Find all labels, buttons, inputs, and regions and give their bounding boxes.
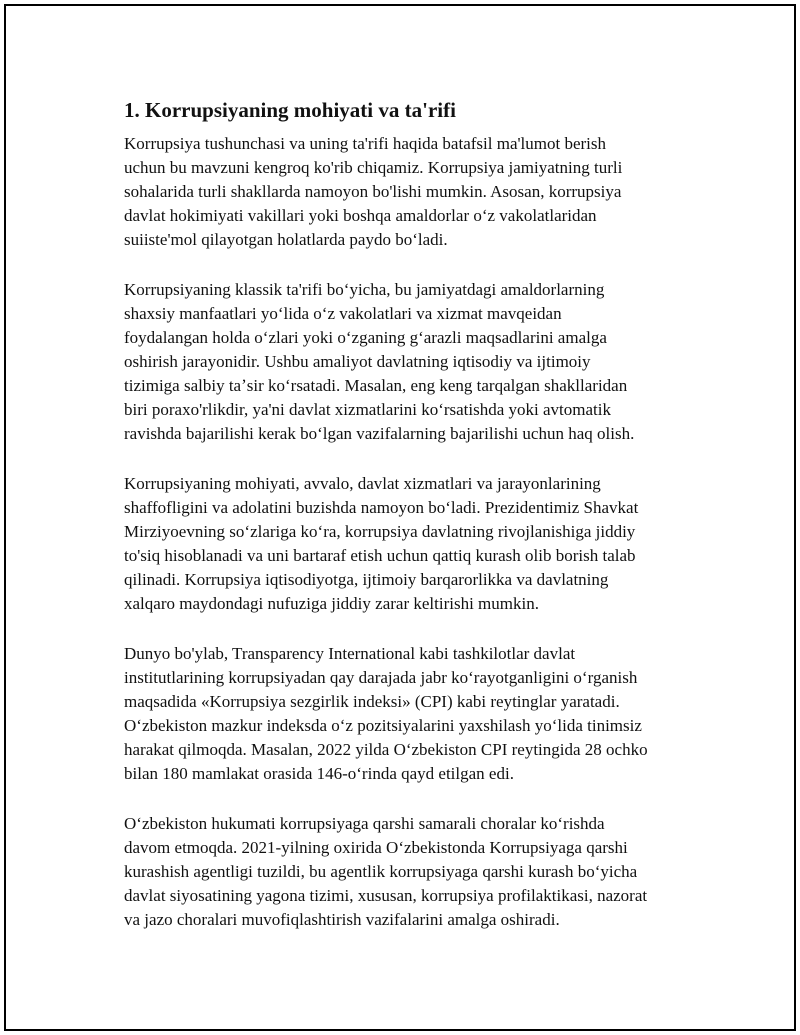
paragraph-4 <box>124 642 696 786</box>
paragraph-line: harakat qilmoqda. Masalan, 2022 yilda Oʻzbekiston CPI reytingida 28 ochko <box>124 740 648 759</box>
paragraph-line: biri poraxo'rlikdir, ya'ni davlat xizmatlarini koʻrsatishda yoki avtomatik <box>124 400 611 419</box>
paragraph-line: qilinadi. Korrupsiya iqtisodiyotga, ijtimoiy barqarorlikka va davlatning <box>124 570 609 589</box>
paragraph-line: to'siq hisoblanadi va uni bartaraf etish uchun qattiq kurash olib borish talab <box>124 546 636 565</box>
paragraph-line: ravishda bajarilishi kerak boʻlgan vazifalarning bajarilishi uchun haq olish. <box>124 424 635 443</box>
paragraph-line: tizimiga salbiy taʼsir koʻrsatadi. Masalan, eng keng tarqalgan shakllaridan <box>124 376 628 395</box>
paragraph-line: xalqaro maydondagi nufuziga jiddiy zarar keltirishi mumkin. <box>124 594 539 613</box>
paragraph-2 <box>124 278 696 446</box>
paragraph-line: uchun bu mavzuni kengroq ko'rib chiqamiz. Korrupsiya jamiyatning turli <box>124 158 623 177</box>
paragraph-line: davlat hokimiyati vakillari yoki boshqa amaldorlar oʻz vakolatlaridan <box>124 206 597 225</box>
paragraph-line: Oʻzbekiston hukumati korrupsiyaga qarshi samarali choralar koʻrishda <box>124 814 605 833</box>
paragraph-line: Korrupsiyaning mohiyati, avvalo, davlat xizmatlari va jarayonlarining <box>124 474 601 493</box>
paragraph-line: davom etmoqda. 2021-yilning oxirida Oʻzbekistonda Korrupsiyaga qarshi <box>124 838 628 857</box>
paragraph-line: davlat siyosatining yagona tizimi, xususan, korrupsiya profilaktikasi, nazorat <box>124 886 648 905</box>
paragraph-line: foydalangan holda oʻzlari yoki oʻzganing gʻarazli maqsadlarini amalga <box>124 328 607 347</box>
page-frame <box>4 4 796 1031</box>
paragraph-3 <box>124 472 696 616</box>
paragraph-line: kurashish agentligi tuzildi, bu agentlik korrupsiyaga qarshi kurash boʻyicha <box>124 862 638 881</box>
paragraph-line: oshirish jarayonidir. Ushbu amaliyot davlatning iqtisodiy va ijtimoiy <box>124 352 591 371</box>
paragraph-line: maqsadida «Korrupsiya sezgirlik indeksi» (CPI) kabi reytinglar yaratadi. <box>124 692 620 711</box>
paragraph-line: shaffofligini va adolatini buzishda namoyon boʻladi. Prezidentimiz Shavkat <box>124 498 639 517</box>
paragraph-line: Korrupsiyaning klassik ta'rifi boʻyicha, bu jamiyatdagi amaldorlarning <box>124 280 605 299</box>
paragraph-line: Dunyo bo'ylab, Transparency International kabi tashkilotlar davlat <box>124 644 576 663</box>
section-heading: 1. Korrupsiyaning mohiyati va ta'rifi <box>124 98 456 122</box>
document-body <box>124 96 696 958</box>
paragraph-line: sohalarida turli shakllarda namoyon bo'lishi mumkin. Asosan, korrupsiya <box>124 182 622 201</box>
paragraph-line: institutlarining korrupsiyadan qay darajada jabr koʻrayotganligini oʻrganish <box>124 668 638 687</box>
paragraph-line: shaxsiy manfaatlari yoʻlida oʻz vakolatlari va xizmat mavqeidan <box>124 304 562 323</box>
paragraph-line: Korrupsiya tushunchasi va uning ta'rifi haqida batafsil ma'lumot berish <box>124 134 607 153</box>
paragraph-line: Oʻzbekiston mazkur indeksda oʻz pozitsiyalarini yaxshilash yoʻlida tinimsiz <box>124 716 642 735</box>
paragraph-5 <box>124 812 696 932</box>
paragraph-line: Mirziyoevning soʻzlariga koʻra, korrupsiya davlatning rivojlanishiga jiddiy <box>124 522 636 541</box>
paragraph-line: va jazo choralari muvofiqlashtirish vazifalarini amalga oshiradi. <box>124 910 560 929</box>
paragraph-1 <box>124 132 696 252</box>
paragraph-line: bilan 180 mamlakat orasida 146-oʻrinda qayd etilgan edi. <box>124 764 514 783</box>
paragraph-line: suiiste'mol qilayotgan holatlarda paydo boʻladi. <box>124 230 448 249</box>
